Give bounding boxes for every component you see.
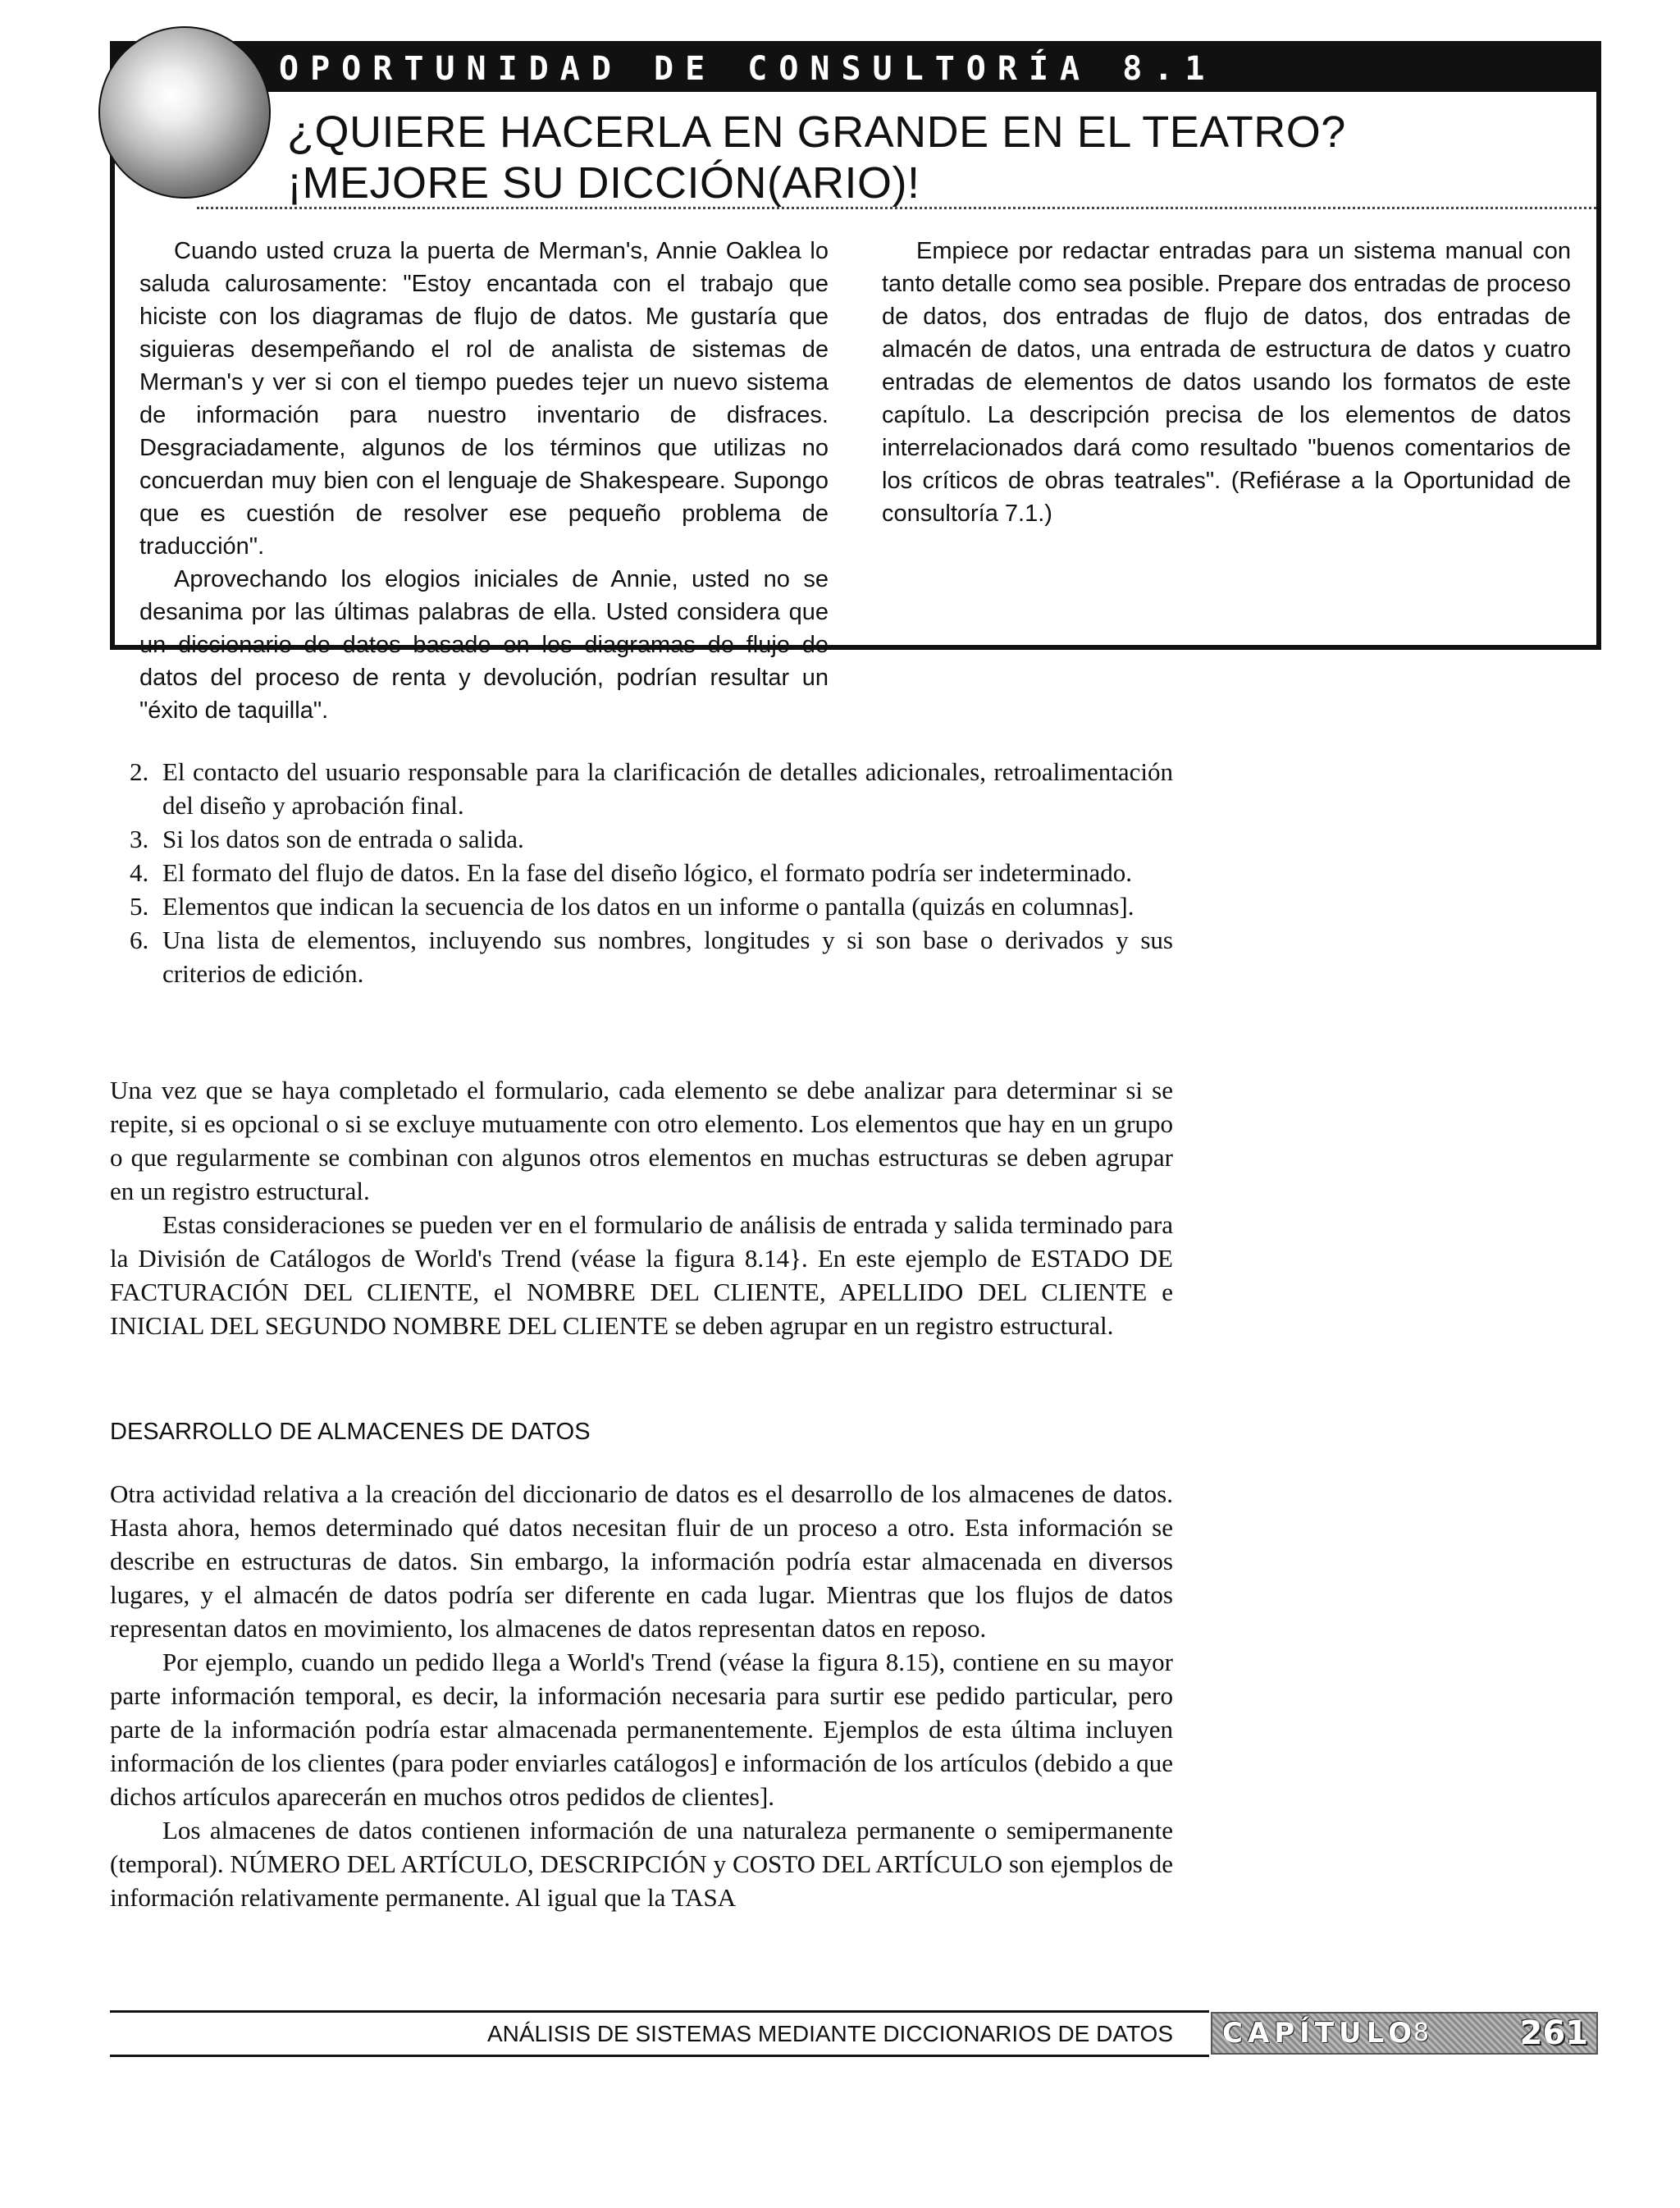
box-title-block [287,107,1572,208]
box-paragraph: Empiece por redactar entradas para un sistema manual con tanto detalle como sea posible. Prepare dos entradas de proceso de datos, dos entradas de flujo de datos, dos entradas de almacén de datos, una entrada de estructura de datos y cuatro entradas de elementos de datos usando los formatos de este capítulo. La descripción precisa de los elementos de datos interrelacionados dará como resultado "buenos comentarios de los críticos de obras teatrales". (Refiérase a la Oportunidad de consultoría 7.1.) [882,238,1571,527]
sphere-icon [98,26,271,199]
chapter-number: 8 [1413,2018,1430,2047]
list-text: Si los datos son de entrada o salida. [162,825,524,853]
list-item [110,889,1173,923]
list-text: Elementos que indican la secuencia de los datos en un informe o pantalla (quizás en columnas]. [162,892,1134,921]
list-item [110,923,1173,990]
list-item [110,856,1173,889]
footer-rule-bottom [110,2055,1209,2057]
body-paragraph: Otra actividad relativa a la creación del diccionario de datos es el desarrollo de los almacenes de datos. Hasta ahora, hemos determinado qué datos necesitan fluir de un proceso a otro. Esta información se describe en estructuras de datos. Sin embargo, la información podría estar almacenada en diversos lugares, y el almacén de datos podría ser diferente en cada lugar. Mientras que los flujos de datos representan datos en movimiento, los almacenes de datos representan datos en reposo. [110,1479,1173,1643]
body-paragraph: Los almacenes de datos contienen información de una naturaleza permanente o semipermanente (temporal). NÚMERO DEL ARTÍCULO, DESCRIPCIÓN y COSTO DEL ARTÍCULO son ejemplos de información relativamente permanente. Al igual que la TASA [110,1816,1173,1912]
body-section-1 [110,1073,1173,1342]
list-item [110,755,1173,822]
box-title [287,107,1572,208]
box-right-column [882,235,1571,530]
box-paragraph: Aprovechando los elogios iniciales de Annie, usted no se desanima por las últimas palabras de ella. Usted considera que un diccionario de datos basado en los diagramas de flujo de datos del proceso de renta y devolución, podrían resultar un "éxito de taquilla". [139,566,829,724]
list-number: 6. [130,926,149,954]
section-heading: DESARROLLO DE ALMACENES DE DATOS [110,1419,591,1445]
body-paragraph: Una vez que se haya completado el formulario, cada elemento se debe analizar para determinar si se repite, si es opcional o si se excluye mutuamente con otro elemento. Los elementos que hay en un grupo o que regularmente se combinan con algunos otros elementos en muchas estructuras se deben agrupar en un registro estructural. [110,1076,1173,1205]
list-text: Una lista de elementos, incluyendo sus nombres, longitudes y si son base o derivados y sus criterios de edición. [162,926,1173,988]
box-title-line-1: ¿QUIERE HACERLA EN GRANDE EN EL TEATRO? [287,107,1346,157]
chapter-label: CAPÍTULO [1222,2017,1417,2050]
page-number: 261 [1519,2014,1588,2052]
body-paragraph: Estas consideraciones se pueden ver en el formulario de análisis de entrada y salida terminado para la División de Catálogos de World's Trend (véase la figura 8.14}. En este ejemplo de ESTADO DE FACTURACIÓN DEL CLIENTE, el NOMBRE DEL CLIENTE, APELLIDO DEL CLIENTE e INICIAL DEL SEGUNDO NOMBRE DEL CLIENTE se deben agrupar en un registro estructural. [110,1210,1173,1340]
list-text: El contacto del usuario responsable para la clarificación de detalles adicionales, retroalimentación del diseño y aprobación final. [162,757,1173,820]
list-number: 2. [130,757,149,786]
list-item [110,822,1173,856]
running-title: ANÁLISIS DE SISTEMAS MEDIANTE DICCIONARIOS DE DATOS [486,2021,1173,2046]
list-text: El formato del flujo de datos. En la fase del diseño lógico, el formato podría ser indeterminado. [162,858,1132,887]
box-title-line-2: ¡MEJORE SU DICCIÓN(ARIO)! [287,158,920,208]
list-number: 3. [130,825,149,853]
box-header-bar [115,46,1596,92]
body-section-2 [110,1477,1173,1914]
body-paragraph: Por ejemplo, cuando un pedido llega a World's Trend (véase la figura 8.15), contiene en su mayor parte información temporal, es decir, la información necesaria para surtir ese pedido particular, pero parte de la información podría estar almacenada permanentemente. Ejemplos de esta última incluyen información de los clientes (para poder enviarles catálogos] e información de los artículos (debido a que dichos artículos aparecerán en muchos otros pedidos de clientes]. [110,1648,1173,1811]
list-number: 4. [130,858,149,887]
box-dotted-rule [197,207,1596,209]
consulting-box [110,41,1601,724]
list-number: 5. [130,892,149,921]
chapter-tab [1211,2012,1598,2055]
numbered-list [110,755,1173,990]
box-kicker: OPORTUNIDAD DE CONSULTORÍA 8.1 [279,50,1217,88]
box-left-column [139,235,829,727]
footer-rule-top [110,2010,1209,2013]
box-paragraph: Cuando usted cruza la puerta de Merman's, Annie Oaklea lo saluda calurosamente: "Estoy encantada con el trabajo que hiciste con los diagramas de flujo de datos. Me gustaría que siguieras desempeñando el rol de analista de sistemas de Merman's y ver si con el tiempo puedes tejer un nuevo sistema de información para nuestro inventario de disfraces. Desgraciadamente, algunos de los términos que utilizas no concuerdan muy bien con el lenguaje de Shakespeare. Supongo que es cuestión de resolver ese pequeño problema de traducción". [139,238,829,560]
